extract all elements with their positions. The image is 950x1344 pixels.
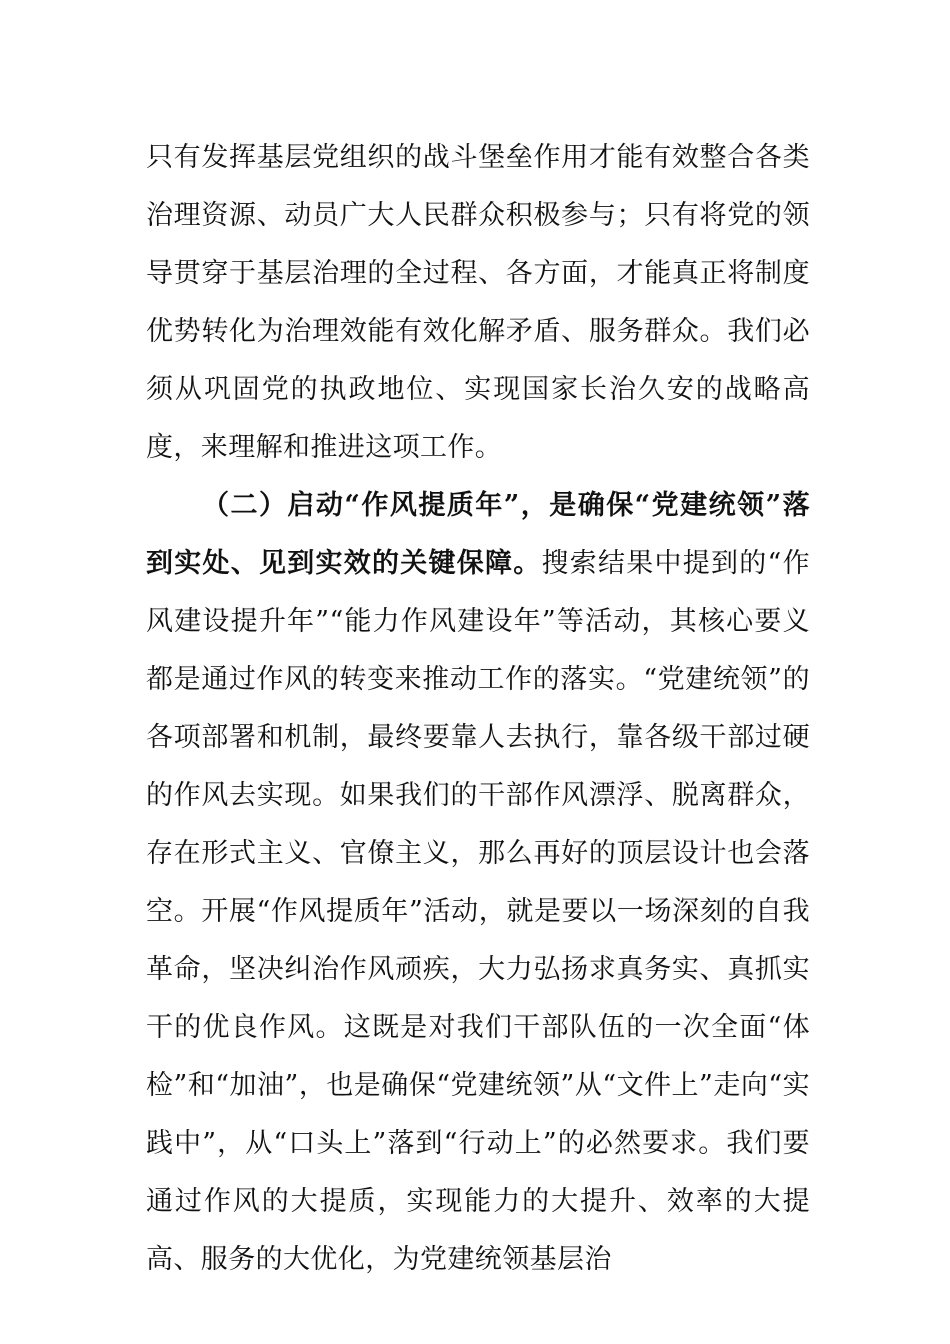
paragraph-text: 搜索结果中提到的“作风建设提升年”“能力作风建设年”等活动，其核心要义都是通过作风的转变来推动工作的落实。“党建统领”的各项部署和机制，最终要靠人去执行，靠各级干部过硬的作风去实现。如果我们的干部作风漂浮、脱离群众，存在形式主义、官僚主义，那么再好的顶层设计也会落空。开展“作风提质年”活动，就是要以一场深刻的自我革命，坚决纠治作风顽疾，大力弘扬求真务实、真抓实干的优良作风。这既是对我们干部队伍的一次全面“体检”和“加油”，也是确保“党建统领”从“文件上”走向“实践中”，从“口头上”落到“行动上”的必然要求。我们要通过作风的大提质，实现能力的大提升、效率的大提高、服务的大优化，为党建统领基层治 — [146, 548, 810, 1275]
paragraph-text: 只有发挥基层党组织的战斗堡垒作用才能有效整合各类治理资源、动员广大人民群众积极参与；只有将党的领导贯穿于基层治理的全过程、各方面，才能真正将制度优势转化为治理效能有效化解矛盾、服务群众。我们必须从巩固党的执政地位、实现国家长治久安的战略高度，来理解和推进这项工作。 — [146, 142, 810, 463]
section-heading: （二）启动“作风提质年”，是确保“党建统领”落到实处、见到实效的关键保障。 — [146, 490, 810, 579]
paragraph-continuation — [146, 129, 810, 477]
paragraph-section-two — [146, 477, 810, 1289]
document-page — [146, 129, 810, 1289]
